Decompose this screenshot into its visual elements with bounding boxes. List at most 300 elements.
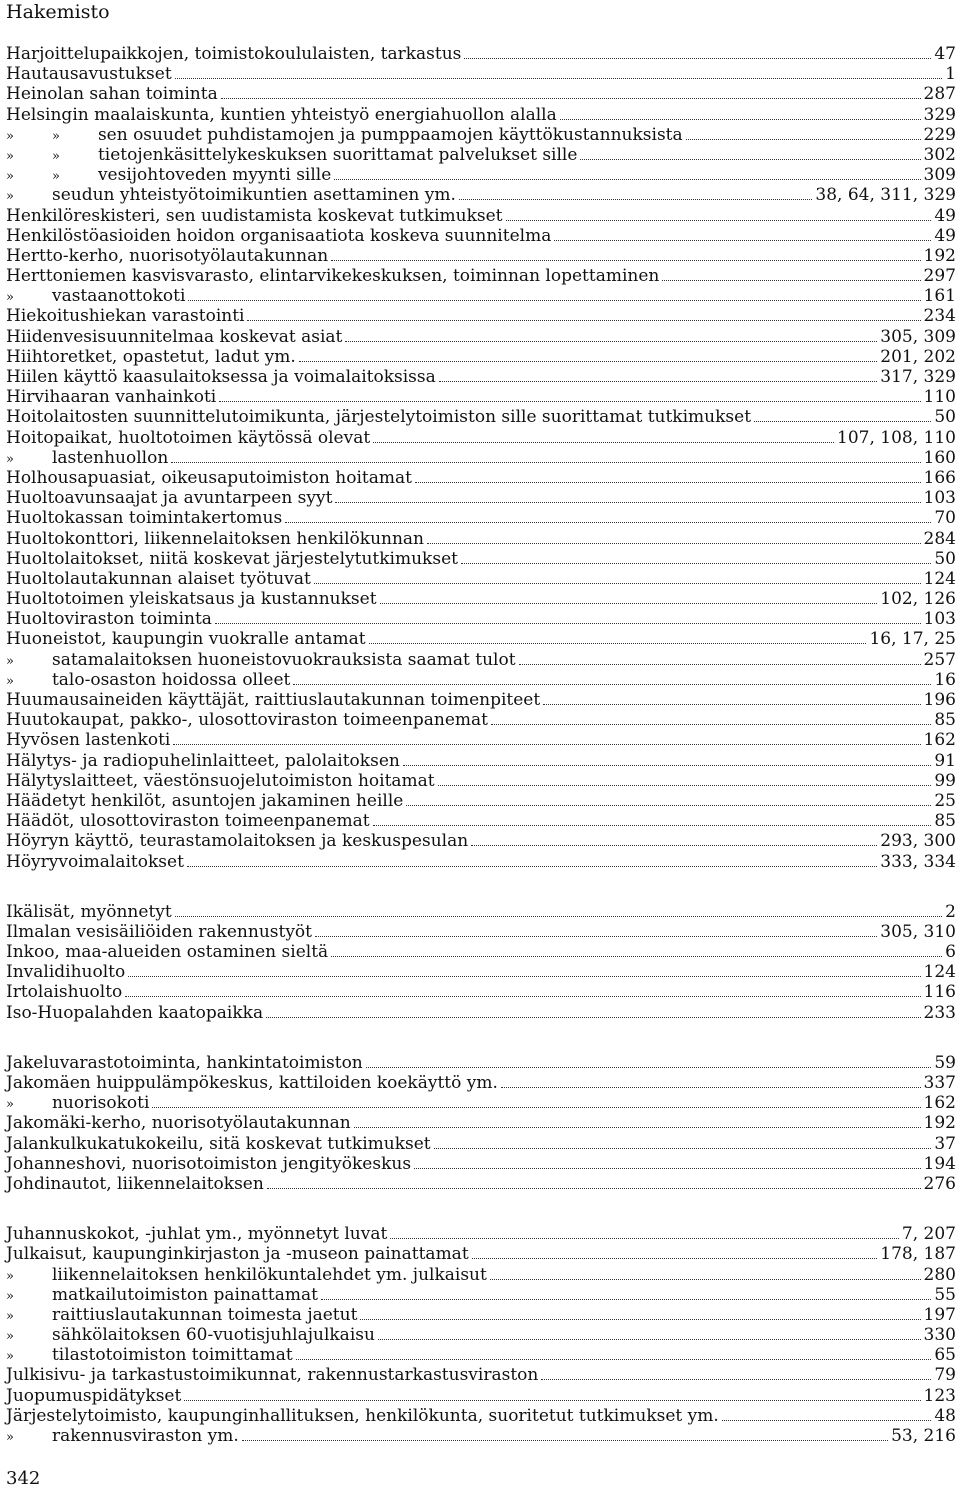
dot-leader: [464, 52, 931, 59]
group-gap: [6, 1194, 956, 1224]
index-entry: [6, 387, 956, 407]
index-entry: [6, 206, 956, 226]
entry-term: [6, 730, 170, 750]
entry-term: [6, 549, 458, 569]
index-entry: [6, 1345, 956, 1365]
entry-pages: 234: [923, 306, 956, 327]
entry-term: [6, 306, 244, 326]
entry-pages: 6: [945, 942, 956, 963]
entry-pages: 162: [923, 730, 956, 751]
entry-term-text: Hautausavustukset: [6, 64, 172, 85]
entry-term: [6, 690, 540, 710]
ditto-mark: »: [6, 1097, 14, 1113]
dot-leader: [321, 1293, 931, 1300]
entry-term-text: Inkoo, maa-alueiden ostaminen sieltä: [6, 942, 329, 963]
dot-leader: [175, 910, 942, 917]
entry-term-text: Huoneistot, kaupungin vuokralle antamat: [6, 629, 366, 650]
dot-leader: [390, 1232, 899, 1239]
dot-leader: [506, 214, 932, 221]
group-gap: [6, 872, 956, 902]
entry-term-text: Harjoittelupaikkojen, toimistokoululaisten, tarkastus: [6, 44, 462, 64]
entry-pages: 309: [923, 165, 956, 186]
index-entry: [6, 549, 956, 569]
entry-term: [6, 347, 296, 367]
index-entry: [6, 64, 956, 84]
dot-leader: [380, 597, 878, 604]
dot-leader: [266, 1011, 920, 1018]
entry-pages: 337: [923, 1073, 956, 1093]
entry-pages: 280: [923, 1264, 956, 1285]
entry-term: [6, 1244, 469, 1264]
entry-term-text: Iso-Huopalahden kaatopaikka: [6, 1002, 264, 1023]
index-entry: [6, 569, 956, 589]
dot-leader: [427, 537, 921, 544]
index-list: [6, 44, 956, 1446]
entry-term: [6, 852, 184, 872]
entry-pages: 91: [934, 750, 956, 771]
dot-leader: [501, 1081, 921, 1088]
index-entry: [6, 730, 956, 750]
index-entry: [6, 1406, 956, 1426]
entry-term-text: Jakeluvarastotoiminta, hankintatoimiston: [6, 1052, 363, 1073]
dot-leader: [315, 930, 877, 937]
index-entry: [6, 962, 956, 982]
entry-term: [6, 1345, 293, 1367]
index-entry: [6, 1265, 956, 1285]
entry-term: [6, 1134, 431, 1154]
entry-pages: 124: [923, 568, 956, 589]
entry-term: [6, 1073, 498, 1093]
index-entry: [6, 811, 956, 831]
entry-term: [6, 145, 577, 167]
entry-term: [6, 44, 461, 64]
entry-pages: 85: [934, 710, 956, 731]
entry-pages: 102, 126: [880, 589, 956, 610]
index-entry: [6, 105, 956, 125]
entry-term: [6, 1325, 375, 1347]
entry-term: [6, 629, 366, 649]
index-entry: [6, 1093, 956, 1113]
entry-pages: 16, 17, 25: [869, 629, 956, 650]
entry-term-text: nuorisokoti: [51, 1093, 150, 1114]
index-entry: [6, 670, 956, 690]
entry-pages: 317, 329: [880, 367, 956, 387]
dot-leader: [247, 314, 920, 321]
index-entry: [6, 1325, 956, 1345]
index-entry: [6, 428, 956, 448]
index-entry: [6, 327, 956, 347]
dot-leader: [354, 1121, 921, 1128]
entry-pages: 123: [923, 1385, 956, 1406]
ditto-mark: »: [6, 148, 14, 164]
entry-term-text: Hiidenvesisuunnitelmaa koskevat asiat: [6, 326, 343, 347]
index-entry: [6, 1244, 956, 1264]
entry-pages: 329: [923, 104, 956, 125]
index-entry: [6, 791, 956, 811]
entry-term: [6, 982, 122, 1002]
index-entry: [6, 529, 956, 549]
entry-term: [6, 609, 212, 629]
entry-term: [6, 125, 683, 147]
entry-term: [6, 165, 331, 187]
entry-pages: 257: [923, 649, 956, 670]
index-entry: [6, 1003, 956, 1023]
entry-term-text: raittiuslautakunnan toimesta jaetut: [51, 1304, 358, 1325]
index-entry: [6, 125, 956, 145]
entry-term-text: vastaanottokoti: [51, 286, 186, 307]
entry-term: [6, 1305, 357, 1327]
entry-term: [6, 64, 172, 84]
index-entry: [6, 1426, 956, 1446]
dot-leader: [285, 516, 931, 523]
index-entry: [6, 347, 956, 367]
entry-term-text: Höyryvoimalaitokset: [6, 851, 184, 872]
index-entry: [6, 922, 956, 942]
entry-pages: 38, 64, 311, 329: [815, 185, 956, 206]
index-entry: [6, 1174, 956, 1194]
index-entry: [6, 1073, 956, 1093]
entry-term-text: Hoitopaikat, huoltotoimen käytössä olevat: [6, 427, 371, 448]
entry-pages: 297: [923, 266, 956, 287]
entry-term-text: Johdinautot, liikennelaitoksen: [6, 1173, 264, 1194]
index-entry: [6, 165, 956, 185]
index-entry: [6, 609, 956, 629]
entry-term: [6, 407, 751, 427]
dot-leader: [543, 698, 920, 705]
entry-term-text: Hirvihaaran vanhainkoti: [6, 387, 217, 408]
index-entry: [6, 831, 956, 851]
entry-term-text: Huoltokassan toimintakertomus: [6, 508, 283, 529]
entry-pages: 99: [934, 770, 956, 791]
dot-leader: [560, 113, 921, 120]
entry-pages: 192: [923, 245, 956, 266]
entry-term: [6, 1113, 351, 1133]
dot-leader: [171, 456, 920, 463]
entry-pages: 59: [934, 1052, 956, 1073]
entry-term-text: Hertto-kerho, nuorisotyölautakunnan: [6, 245, 329, 266]
dot-leader: [471, 839, 877, 846]
dot-leader: [434, 1142, 932, 1149]
entry-term-text: Julkaisut, kaupunginkirjaston ja -museon painattamat: [6, 1244, 469, 1265]
entry-term: [6, 327, 342, 347]
dot-leader: [293, 678, 931, 685]
dot-leader: [296, 1353, 932, 1360]
entry-term-text: Irtolaishuolto: [6, 982, 123, 1003]
page-number: 342: [6, 1468, 41, 1489]
entry-pages: 49: [934, 205, 956, 226]
entry-pages: 305, 309: [880, 326, 956, 347]
entry-term: [6, 286, 185, 308]
entry-pages: 302: [923, 144, 956, 165]
entry-term: [6, 942, 328, 962]
entry-term-text: lastenhuollon: [51, 447, 169, 468]
group-gap: [6, 1023, 956, 1053]
entry-pages: 50: [934, 407, 956, 428]
dot-leader: [461, 557, 931, 564]
entry-term-text: Hyvösen lastenkoti: [6, 730, 171, 751]
entry-term: [6, 589, 377, 609]
entry-term-text: talo-osaston hoidossa olleet: [51, 669, 291, 690]
dot-leader: [541, 1373, 931, 1380]
entry-term-text: Huoltokonttori, liikennelaitoksen henkilökunnan: [6, 528, 425, 549]
entry-pages: 110: [923, 387, 956, 408]
entry-pages: 229: [923, 124, 956, 145]
entry-pages: 55: [934, 1284, 956, 1305]
entry-term-text: Helsingin maalaiskunta, kuntien yhteistyö energiahuollon alalla: [6, 104, 557, 125]
dot-leader: [373, 819, 932, 826]
dot-leader: [472, 1252, 878, 1259]
entry-term-text: rakennusviraston ym.: [51, 1426, 239, 1446]
index-entry: [6, 751, 956, 771]
index-entry: [6, 145, 956, 165]
entry-pages: 194: [923, 1153, 956, 1174]
entry-term: [6, 670, 290, 692]
entry-pages: 107, 108, 110: [837, 427, 956, 448]
index-entry: [6, 852, 956, 872]
index-entry: [6, 84, 956, 104]
ditto-mark: »: [6, 290, 14, 306]
dot-leader: [184, 1394, 920, 1401]
entry-term: [6, 1174, 264, 1194]
dot-leader: [415, 476, 921, 483]
entry-term: [6, 962, 125, 982]
entry-pages: 25: [934, 790, 956, 811]
dot-leader: [219, 395, 920, 402]
dot-leader: [125, 990, 920, 997]
dot-leader: [403, 759, 932, 766]
index-entry: [6, 1305, 956, 1325]
dot-leader: [754, 415, 931, 422]
entry-term-text: Huoltolautakunnan alaiset työtuvat: [6, 568, 311, 589]
entry-pages: 16: [934, 669, 956, 690]
ditto-mark: »: [6, 169, 14, 185]
entry-pages: 287: [923, 84, 956, 105]
entry-term-text: Johanneshovi, nuorisotoimiston jengityökeskus: [6, 1153, 412, 1174]
entry-term-text: Häädöt, ulosottoviraston toimeenpanemat: [6, 811, 370, 832]
entry-term-text: tilastotoimiston toimittamat: [51, 1345, 293, 1366]
index-entry: [6, 1224, 956, 1244]
entry-term-text: matkailutoimiston painattamat: [51, 1284, 318, 1305]
entry-pages: 166: [923, 467, 956, 488]
entry-pages: 47: [934, 44, 956, 64]
entry-term: [6, 1406, 719, 1426]
dot-leader: [242, 1434, 888, 1441]
dot-leader: [331, 950, 942, 957]
index-entry: [6, 468, 956, 488]
ditto-mark: »: [51, 128, 60, 144]
index-entry: [6, 1113, 956, 1133]
entry-term-text: Holhousapuasiat, oikeusaputoimiston hoitamat: [6, 467, 412, 488]
index-entry: [6, 1365, 956, 1385]
entry-term: [6, 1285, 318, 1307]
dot-leader: [173, 738, 920, 745]
entry-term: [6, 1224, 387, 1244]
entry-pages: 116: [923, 982, 956, 1003]
dot-leader: [366, 1061, 932, 1068]
dot-leader: [519, 658, 921, 665]
ditto-mark: »: [6, 189, 14, 205]
entry-term: [6, 185, 456, 207]
entry-term-text: Hiilen käyttö kaasulaitoksessa ja voimalaitoksissa: [6, 367, 436, 387]
entry-pages: 192: [923, 1113, 956, 1134]
entry-term: [6, 771, 435, 791]
entry-term-text: Juhannuskokot, -juhlat ym., myönnetyt luvat: [6, 1224, 388, 1245]
entry-term-text: Järjestelytoimisto, kaupunginhallituksen, henkilökunta, suoritetut tutkimukset ym.: [6, 1405, 719, 1426]
entry-pages: 196: [923, 690, 956, 710]
dot-leader: [554, 234, 931, 241]
entry-pages: 284: [923, 528, 956, 549]
index-entry: [6, 448, 956, 468]
entry-term: [6, 428, 370, 448]
dot-leader: [331, 254, 920, 261]
entry-term: [6, 448, 168, 470]
entry-term: [6, 367, 436, 387]
entry-pages: 197: [923, 1304, 956, 1325]
entry-term: [6, 569, 311, 589]
ditto-mark: »: [6, 128, 14, 144]
entry-term-text: Juopumuspidätykset: [6, 1385, 182, 1406]
entry-term-text: Huoltoavunsaajat ja avuntarpeen syyt: [6, 488, 333, 509]
dot-leader: [439, 375, 878, 382]
dot-leader: [662, 274, 920, 281]
entry-term-text: Huumausaineiden käyttäjät, raittiuslautakunnan toimenpiteet: [6, 690, 541, 710]
entry-term-text: Hoitolaitosten suunnittelutoimikunta, järjestelytoimiston sille suorittamat tutkimukset: [6, 407, 752, 428]
entry-term-text: Hiihtoretket, opastetut, ladut ym.: [6, 346, 296, 367]
dot-leader: [459, 193, 813, 200]
entry-term: [6, 529, 424, 549]
entry-pages: 124: [923, 962, 956, 983]
entry-pages: 233: [923, 1002, 956, 1023]
entry-term: [6, 266, 659, 286]
entry-term-text: Häädetyt henkilöt, asuntojen jakaminen heille: [6, 790, 404, 811]
ditto-mark: »: [6, 1349, 14, 1365]
dot-leader: [314, 577, 921, 584]
entry-pages: 37: [934, 1133, 956, 1154]
index-entry: [6, 1154, 956, 1174]
dot-leader: [490, 1273, 921, 1280]
index-entry: [6, 771, 956, 791]
entry-term: [6, 1053, 363, 1073]
index-entry: [6, 44, 956, 64]
entry-term: [6, 1154, 411, 1174]
index-entry: [6, 650, 956, 670]
index-entry: [6, 286, 956, 306]
index-entry: [6, 306, 956, 326]
index-entry: [6, 1386, 956, 1406]
entry-term: [6, 206, 503, 226]
entry-term: [6, 387, 216, 407]
entry-term: [6, 226, 551, 246]
entry-term-text: sen osuudet puhdistamojen ja pumppaamojen käyttökustannuksista: [97, 124, 683, 145]
index-entry: [6, 1285, 956, 1305]
entry-term-text: Hälytys- ja radiopuhelinlaitteet, palolaitoksen: [6, 750, 400, 771]
entry-pages: 178, 187: [880, 1244, 956, 1265]
entry-term: [6, 922, 312, 942]
entry-pages: 276: [923, 1173, 956, 1194]
entry-term-text: Höyryn käyttö, teurastamolaitoksen ja keskuspesulan: [6, 831, 469, 852]
entry-term: [6, 468, 412, 488]
ditto-mark: »: [6, 451, 14, 467]
entry-pages: 162: [923, 1093, 956, 1114]
entry-term-text: Heinolan sahan toiminta: [6, 84, 218, 105]
entry-term: [6, 751, 400, 771]
ditto-mark: »: [51, 148, 60, 164]
index-entry: [6, 710, 956, 730]
dot-leader: [175, 72, 943, 79]
entry-term: [6, 831, 468, 851]
dot-leader: [188, 294, 920, 301]
entry-term-text: Julkisivu- ja tarkastustoimikunnat, rakennustarkastusviraston: [6, 1365, 539, 1386]
entry-term-text: Herttoniemen kasvisvarasto, elintarvikekeskuksen, toiminnan lopettaminen: [6, 266, 660, 287]
entry-term-text: Huoltolaitokset, niitä koskevat järjestelytutkimukset: [6, 548, 458, 569]
entry-pages: 65: [934, 1345, 956, 1366]
index-entry: [6, 690, 956, 710]
ditto-mark: »: [6, 1268, 14, 1284]
index-entry: [6, 1053, 956, 1073]
index-entry: [6, 185, 956, 205]
entry-pages: 161: [923, 286, 956, 307]
dot-leader: [152, 1101, 920, 1108]
entry-pages: 103: [923, 488, 956, 509]
entry-term-text: Jakomäen huippulämpökeskus, kattiloiden koekäyttö ym.: [6, 1073, 498, 1093]
entry-pages: 50: [934, 548, 956, 569]
entry-term-text: liikennelaitoksen henkilökuntalehdet ym. julkaisut: [51, 1264, 487, 1285]
dot-leader: [215, 617, 921, 624]
entry-term-text: Hälytyslaitteet, väestönsuojelutoimiston hoitamat: [6, 770, 435, 791]
entry-term-text: Ikälisät, myönnetyt: [6, 901, 172, 922]
dot-leader: [373, 436, 834, 443]
dot-leader: [491, 718, 931, 725]
entry-pages: 79: [934, 1365, 956, 1386]
entry-pages: 1: [945, 64, 956, 85]
entry-pages: 293, 300: [880, 831, 956, 852]
entry-pages: 103: [923, 609, 956, 630]
entry-term-text: Jakomäki-kerho, nuorisotyölautakunnan: [6, 1113, 351, 1134]
dot-leader: [360, 1313, 920, 1320]
entry-term: [6, 902, 172, 922]
dot-leader: [187, 860, 877, 867]
index-entry: [6, 1134, 956, 1154]
index-entry: [6, 982, 956, 1002]
entry-pages: 49: [934, 225, 956, 246]
dot-leader: [414, 1162, 921, 1169]
dot-leader: [686, 133, 921, 140]
index-entry: [6, 407, 956, 427]
dot-leader: [580, 153, 920, 160]
entry-pages: 160: [923, 447, 956, 468]
ditto-mark: »: [6, 1430, 14, 1445]
dot-leader: [345, 335, 877, 342]
entry-term: [6, 508, 282, 528]
entry-term-text: Huutokaupat, pakko-, ulosottoviraston toimeenpanemat: [6, 710, 488, 731]
index-entry: [6, 629, 956, 649]
dot-leader: [335, 496, 920, 503]
index-entry: [6, 902, 956, 922]
entry-term: [6, 1093, 149, 1115]
entry-term-text: satamalaitoksen huoneistovuokrauksista saamat tulot: [51, 649, 516, 670]
entry-term: [6, 811, 370, 831]
ditto-mark: »: [6, 1329, 14, 1345]
entry-term-text: Huoltoviraston toiminta: [6, 609, 212, 630]
entry-term: [6, 791, 403, 811]
entry-term-text: Ilmalan vesisäiliöiden rakennustyöt: [6, 921, 312, 942]
entry-pages: 85: [934, 811, 956, 832]
page-title: Hakemisto: [6, 1, 110, 23]
index-entry: [6, 367, 956, 387]
entry-pages: 53, 216: [891, 1426, 956, 1446]
entry-term: [6, 84, 218, 104]
entry-pages: 330: [923, 1325, 956, 1346]
